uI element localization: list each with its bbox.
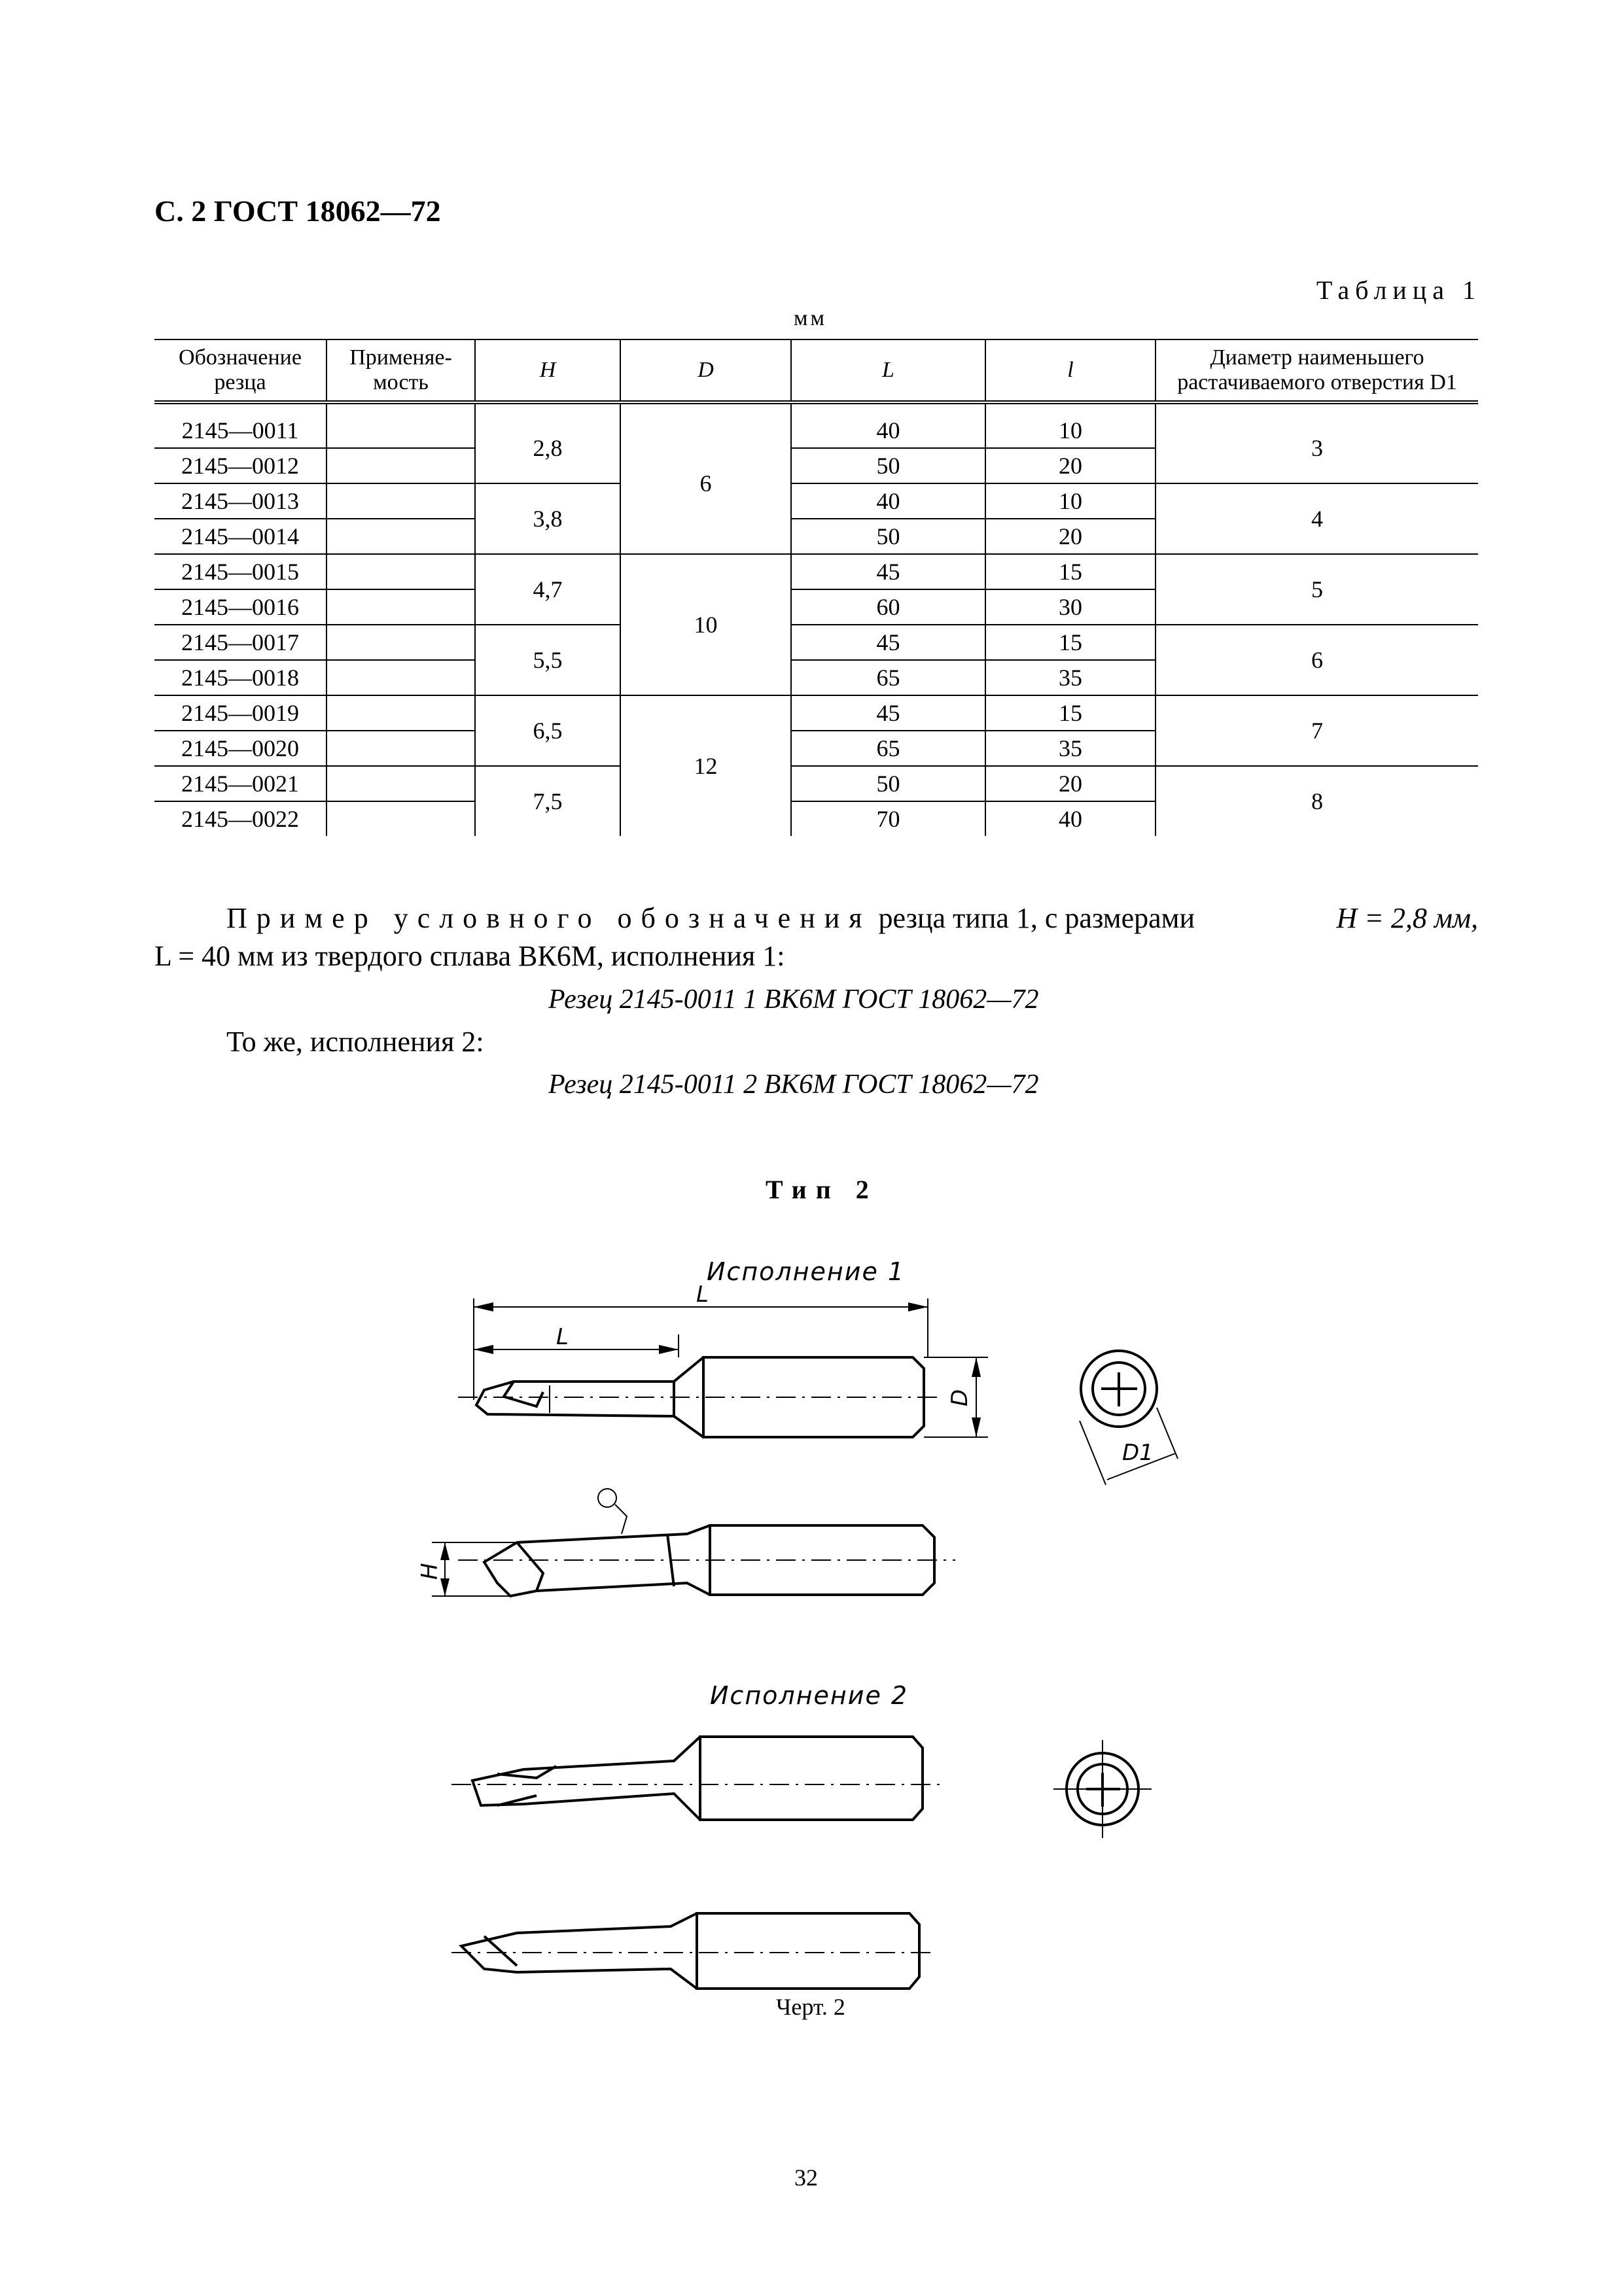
- L-cell: 45: [791, 625, 985, 660]
- col-D: D: [620, 339, 791, 402]
- l-cell: 20: [985, 448, 1156, 483]
- designation-cell: 2145—0015: [154, 554, 327, 589]
- col-L: L: [791, 339, 985, 402]
- dim-l-label: L: [556, 1324, 569, 1350]
- execution-2-label: Исполнение 2: [710, 1681, 909, 1710]
- type-title: Тип 2: [766, 1175, 878, 1204]
- execution-2-top-view: [451, 1913, 936, 1989]
- page-number: 32: [794, 2165, 818, 2191]
- l-cell: 15: [985, 695, 1156, 731]
- D-cell: 6: [620, 402, 791, 554]
- designation-cell: 2145—0012: [154, 448, 327, 483]
- designation-example-2: Резец 2145-0011 2 ВК6М ГОСТ 18062—72: [548, 1070, 1039, 1100]
- designation-cell: 2145—0014: [154, 519, 327, 554]
- L-cell: 50: [791, 448, 985, 483]
- l-cell: 35: [985, 731, 1156, 766]
- designation-cell: 2145—0017: [154, 625, 327, 660]
- designation-cell: 2145—0021: [154, 766, 327, 801]
- L-cell: 65: [791, 731, 985, 766]
- H-cell: 5,5: [475, 625, 620, 695]
- designation-cell: 2145—0022: [181, 806, 299, 832]
- dim-D1-label: D1: [1122, 1440, 1154, 1466]
- table-title: Таблица 1: [1316, 275, 1481, 305]
- designation-cell: 2145—0018: [154, 660, 327, 695]
- l-cell: 10: [985, 483, 1156, 519]
- dim-H-label: H: [417, 1563, 443, 1580]
- L-cell: 50: [791, 519, 985, 554]
- H-cell: 6,5: [475, 695, 620, 766]
- example-H: H = 2,8 мм,: [1336, 902, 1478, 934]
- col-D1: Диаметр наименьшего растачиваемого отверстия D1: [1156, 339, 1478, 402]
- D-cell: 10: [620, 554, 791, 695]
- l-cell: 30: [985, 589, 1156, 625]
- D1-cell: 8: [1156, 766, 1478, 836]
- example-lead-rest: резца типа 1, с размерами: [878, 902, 1195, 934]
- table-units: мм: [794, 306, 828, 330]
- D1-cell: 4: [1156, 483, 1478, 554]
- D1-cell: 6: [1156, 625, 1478, 695]
- figure-caption: Черт. 2: [776, 1994, 845, 2020]
- designation-example-1: Резец 2145-0011 1 ВК6М ГОСТ 18062—72: [548, 984, 1039, 1015]
- dim-D-label: D: [947, 1389, 973, 1406]
- L-cell: 40: [791, 483, 985, 519]
- designation-cell: 2145—0013: [154, 483, 327, 519]
- page-header: С. 2 ГОСТ 18062—72: [154, 194, 441, 228]
- H-cell: 2,8: [475, 402, 620, 483]
- H-cell: 4,7: [475, 554, 620, 625]
- execution-2-end-view: [1053, 1740, 1152, 1838]
- L-cell: 70: [791, 801, 985, 836]
- D-cell: 12: [620, 695, 791, 836]
- designation-cell: 2145—0020: [154, 731, 327, 766]
- designation-cell: 2145—0016: [154, 589, 327, 625]
- example-lead: Пример условного обозначения: [226, 902, 872, 934]
- designation-cell: 2145—0011: [154, 402, 327, 448]
- l-cell: 20: [985, 519, 1156, 554]
- H-cell: 3,8: [475, 483, 620, 554]
- D1-cell: 7: [1156, 695, 1478, 766]
- execution-1-label: Исполнение 1: [707, 1257, 906, 1286]
- L-cell: 65: [791, 660, 985, 695]
- L-cell: 45: [791, 695, 985, 731]
- L-cell: 50: [791, 766, 985, 801]
- L-cell: 60: [791, 589, 985, 625]
- example-second-line: L = 40 мм из твердого сплава ВК6М, исполнения 1:: [154, 940, 785, 972]
- L-cell: 40: [791, 402, 985, 448]
- execution-1-top-view: [417, 1489, 955, 1596]
- col-designation: Обозначение резца: [154, 339, 327, 402]
- l-cell: 10: [985, 402, 1156, 448]
- l-cell: 15: [985, 625, 1156, 660]
- D1-cell: 5: [1156, 554, 1478, 625]
- l-cell: 35: [985, 660, 1156, 695]
- col-l: l: [985, 339, 1156, 402]
- H-cell: 7,5: [475, 766, 620, 836]
- L-cell: 45: [791, 554, 985, 589]
- D1-cell: 3: [1156, 402, 1478, 483]
- execution-2-side-view: [451, 1737, 942, 1820]
- execution-1-side-view: [458, 1281, 988, 1437]
- dim-L-label: L: [696, 1281, 709, 1308]
- col-applicability: Применяе-мость: [327, 339, 475, 402]
- l-cell: 20: [985, 766, 1156, 801]
- l-cell: 15: [985, 554, 1156, 589]
- l-cell: 40: [985, 801, 1156, 836]
- execution-1-end-view: [1080, 1351, 1178, 1485]
- same-note: То же, исполнения 2:: [226, 1026, 484, 1058]
- col-H: H: [475, 339, 620, 402]
- designation-cell: 2145—0019: [154, 695, 327, 731]
